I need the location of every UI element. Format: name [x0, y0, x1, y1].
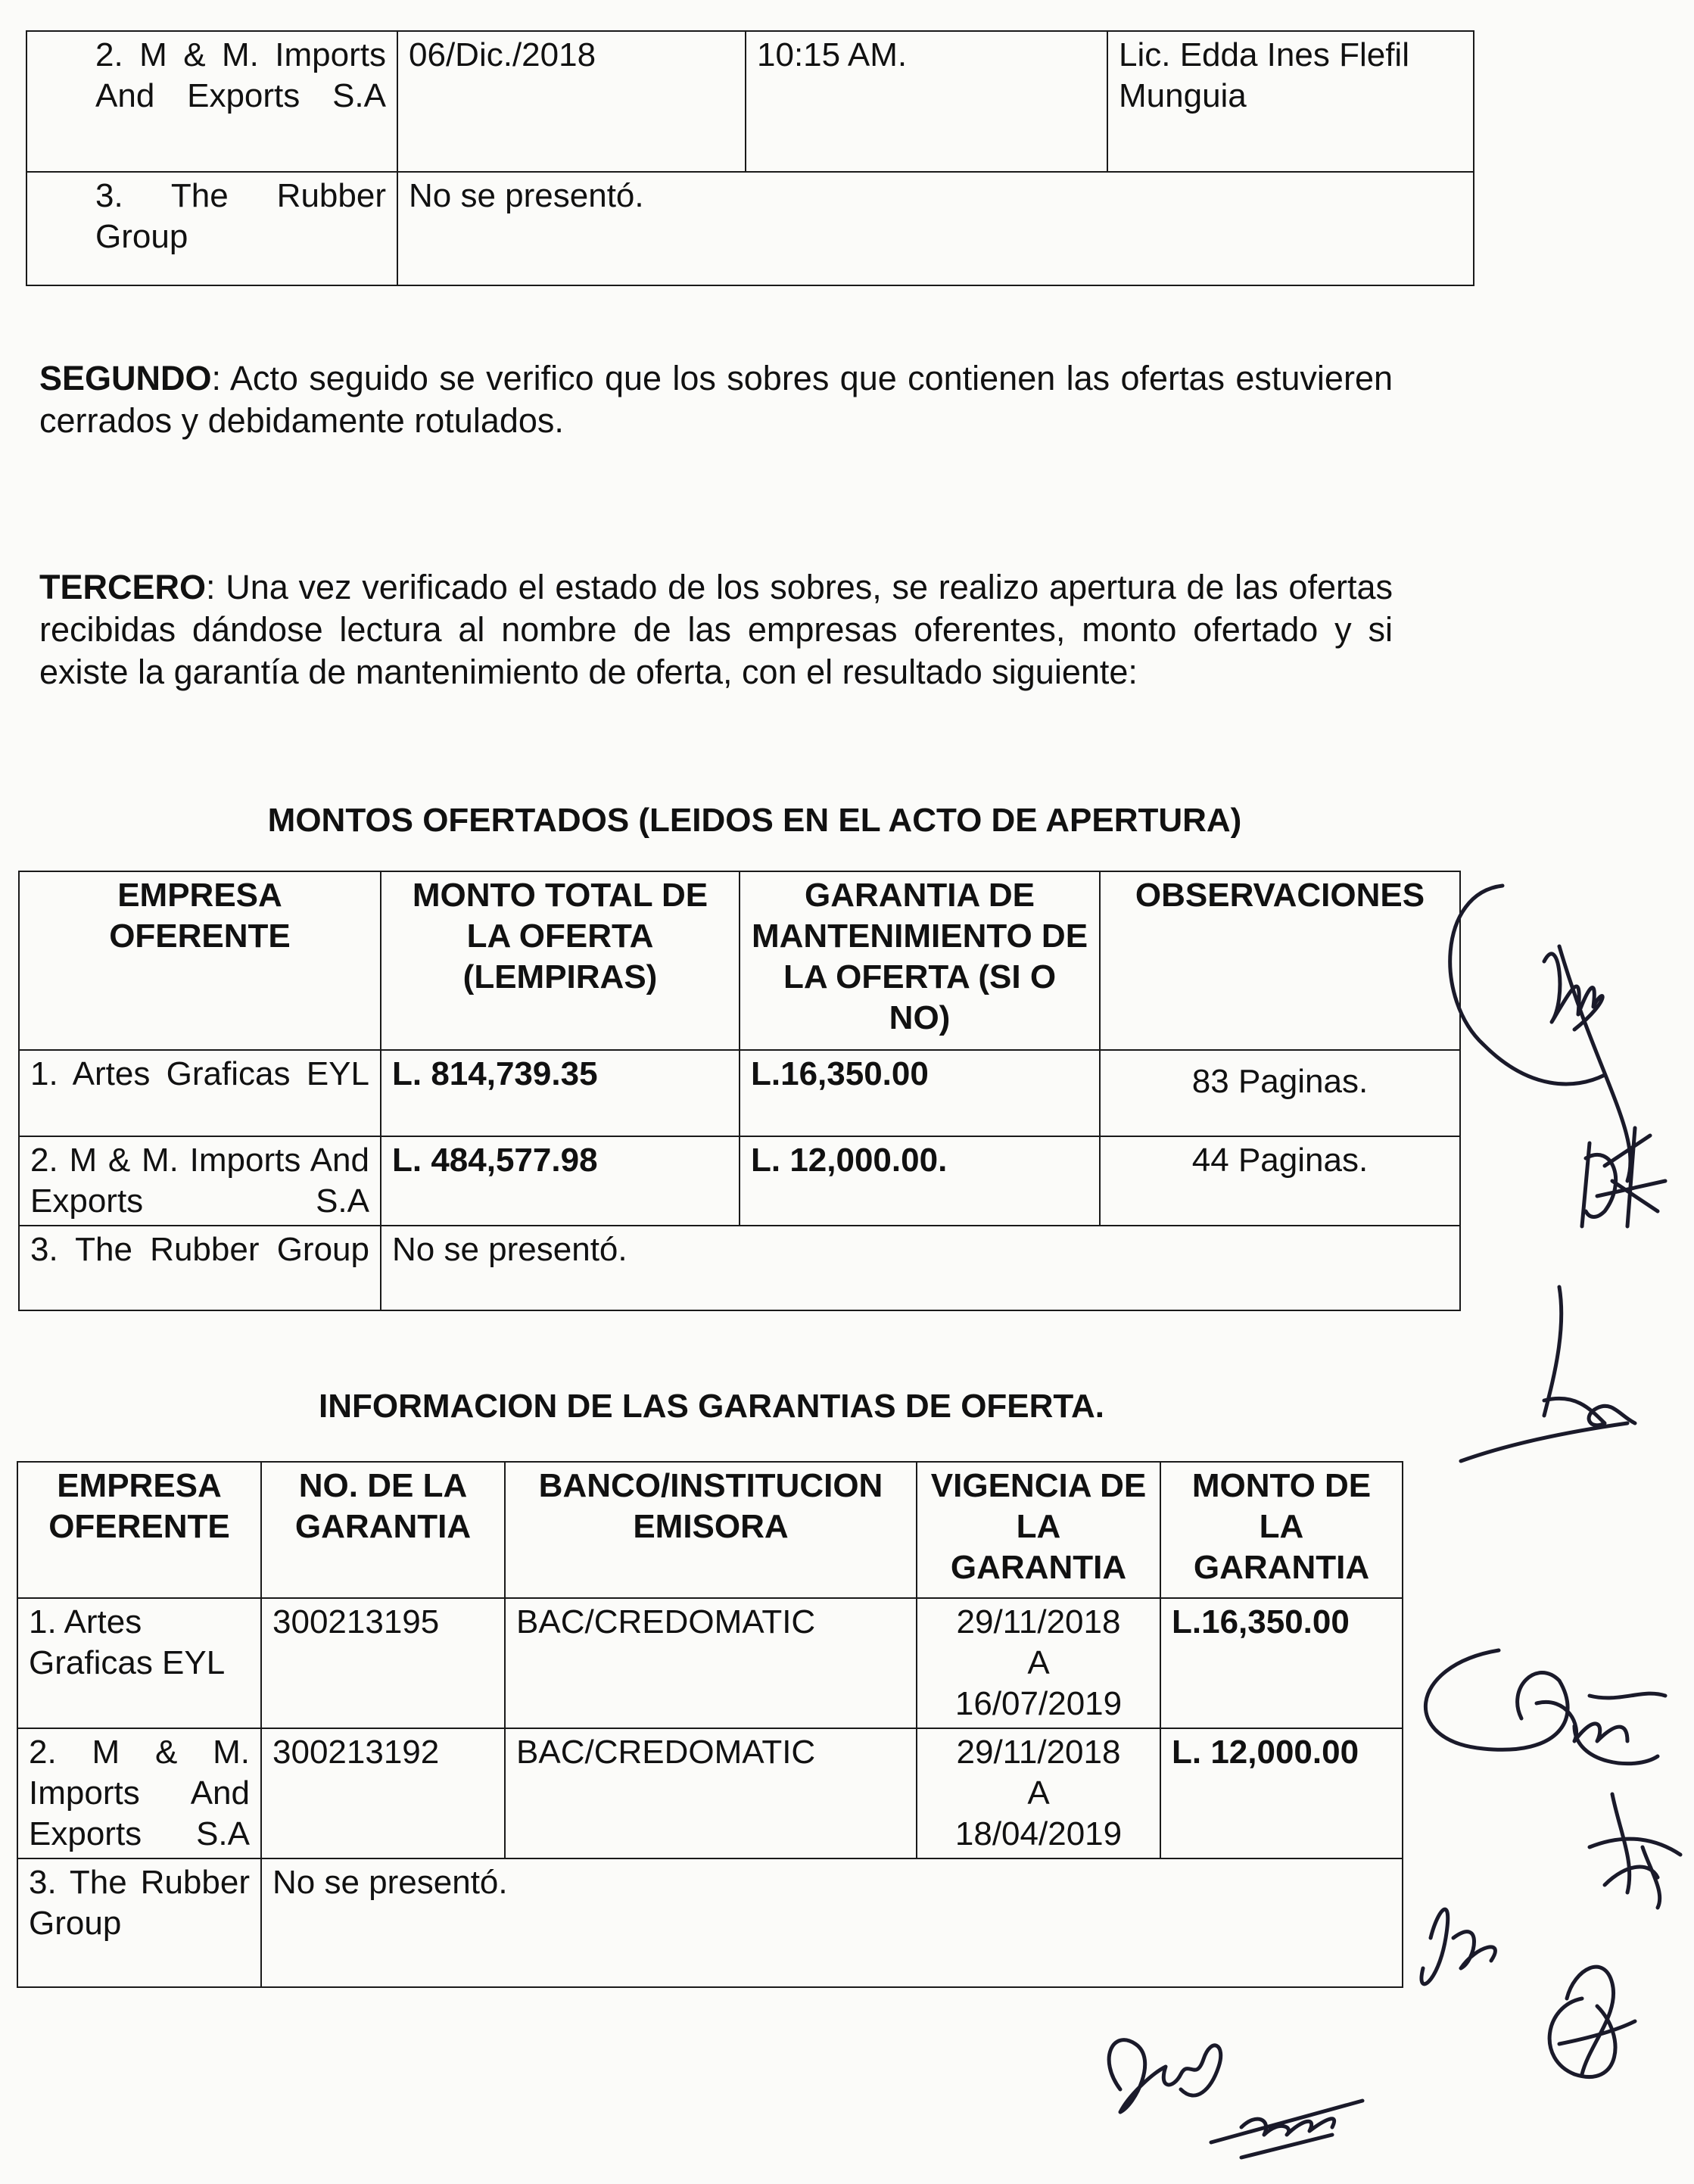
table-row	[19, 1226, 1460, 1310]
signature-4	[1425, 1650, 1665, 1764]
guarantee-cell: L. 12,000.00.	[740, 1136, 1100, 1226]
garantias-table	[17, 1461, 1403, 1988]
header-cell: OBSERVACIONES	[1100, 871, 1460, 1050]
garantias-heading: INFORMACION DE LAS GARANTIAS DE OFERTA.	[318, 1388, 1105, 1425]
absent-cell: No se presentó.	[261, 1858, 1403, 1987]
header-cell: MONTO TOTAL DE LA OFERTA (LEMPIRAS)	[381, 871, 740, 1050]
table-row	[26, 31, 1474, 172]
signature-8	[1109, 2040, 1221, 2112]
montos-heading: MONTOS OFERTADOS (LEIDOS EN EL ACTO DE APERTURA)	[267, 802, 1242, 839]
header-cell: EMPRESA OFERENTE	[19, 871, 381, 1050]
amount-cell: L. 484,577.98	[381, 1136, 740, 1226]
signature-7	[1549, 1967, 1635, 2077]
header-cell: BANCO/INSTITUCION EMISORA	[505, 1462, 917, 1598]
table-row	[17, 1858, 1403, 1987]
segundo-label: SEGUNDO	[39, 359, 212, 397]
guarantee-amount-cell: L.16,350.00	[1160, 1598, 1403, 1728]
tercero-paragraph	[39, 566, 1393, 693]
signature-2	[1582, 1128, 1665, 1226]
observations-cell: 83 Paginas.	[1100, 1050, 1460, 1136]
validity-to: 18/04/2019	[954, 1815, 1123, 1852]
validity-cell	[917, 1728, 1160, 1858]
guarantee-cell: L.16,350.00	[740, 1050, 1100, 1136]
representative-cell: Lic. Edda Ines Flefil Munguia	[1107, 31, 1474, 172]
validity-cell	[917, 1598, 1160, 1728]
table-header-row	[17, 1462, 1403, 1598]
signature-6	[1422, 1909, 1495, 1984]
signature-5	[1590, 1794, 1680, 1908]
segundo-paragraph	[39, 357, 1393, 442]
guarantee-number-cell: 300213192	[261, 1728, 505, 1858]
table-row	[26, 172, 1474, 285]
bank-cell: BAC/CREDOMATIC	[505, 1728, 917, 1858]
header-cell: VIGENCIA DE LA GARANTIA	[917, 1462, 1160, 1598]
header-cell: GARANTIA DE MANTENIMIENTO DE LA OFERTA (SI O NO)	[740, 871, 1100, 1050]
montos-table	[18, 871, 1461, 1311]
company-cell: 2. M & M. Imports And Exports S.A	[19, 1136, 381, 1226]
tercero-label: TERCERO	[39, 568, 207, 606]
validity-separator: A	[1027, 1774, 1050, 1812]
amount-cell: L. 814,739.35	[381, 1050, 740, 1136]
tercero-text: : Una vez verificado el estado de los sobres, se realizo apertura de las ofertas recibidas dándose lectura al nombre de las empresas oferentes, monto ofertado y si existe la garantía de mantenimiento de oferta, con el resultado siguiente:	[39, 568, 1393, 691]
company-cell: 1. Artes Graficas EYL	[17, 1598, 261, 1728]
bank-cell: BAC/CREDOMATIC	[505, 1598, 917, 1728]
company-cell: 3. The Rubber Group	[26, 172, 397, 285]
header-cell: EMPRESA OFERENTE	[17, 1462, 261, 1598]
table-header-row	[19, 871, 1460, 1050]
signature-3	[1461, 1287, 1635, 1461]
company-cell: 1. Artes Graficas EYL	[19, 1050, 381, 1136]
company-cell: 3. The Rubber Group	[17, 1858, 261, 1987]
signature-9	[1211, 2101, 1362, 2158]
table-row	[19, 1136, 1460, 1226]
guarantee-number-cell: 300213195	[261, 1598, 505, 1728]
validity-from: 29/11/2018	[956, 1734, 1121, 1771]
validity-to: 16/07/2019	[954, 1685, 1123, 1722]
absent-cell: No se presentó.	[381, 1226, 1460, 1310]
guarantee-amount-cell: L. 12,000.00	[1160, 1728, 1403, 1858]
company-cell: 3. The Rubber Group	[19, 1226, 381, 1310]
header-cell: MONTO DE LA GARANTIA	[1160, 1462, 1403, 1598]
table-row	[19, 1050, 1460, 1136]
company-cell: 2. M & M. Imports And Exports S.A	[26, 31, 397, 172]
signature-1	[1450, 886, 1630, 1181]
attendance-table	[26, 30, 1474, 286]
table-row	[17, 1728, 1403, 1858]
date-cell: 06/Dic./2018	[397, 31, 746, 172]
segundo-text: : Acto seguido se verifico que los sobres que contienen las ofertas estuvieren cerrados y debidamente rotulados.	[39, 359, 1393, 440]
validity-separator: A	[1027, 1644, 1050, 1681]
absent-cell: No se presentó.	[397, 172, 1474, 285]
table-row	[17, 1598, 1403, 1728]
observations-cell: 44 Paginas.	[1100, 1136, 1460, 1226]
company-cell: 2. M & M. Imports And Exports S.A	[17, 1728, 261, 1858]
header-cell: NO. DE LA GARANTIA	[261, 1462, 505, 1598]
time-cell: 10:15 AM.	[746, 31, 1107, 172]
validity-from: 29/11/2018	[956, 1603, 1121, 1640]
